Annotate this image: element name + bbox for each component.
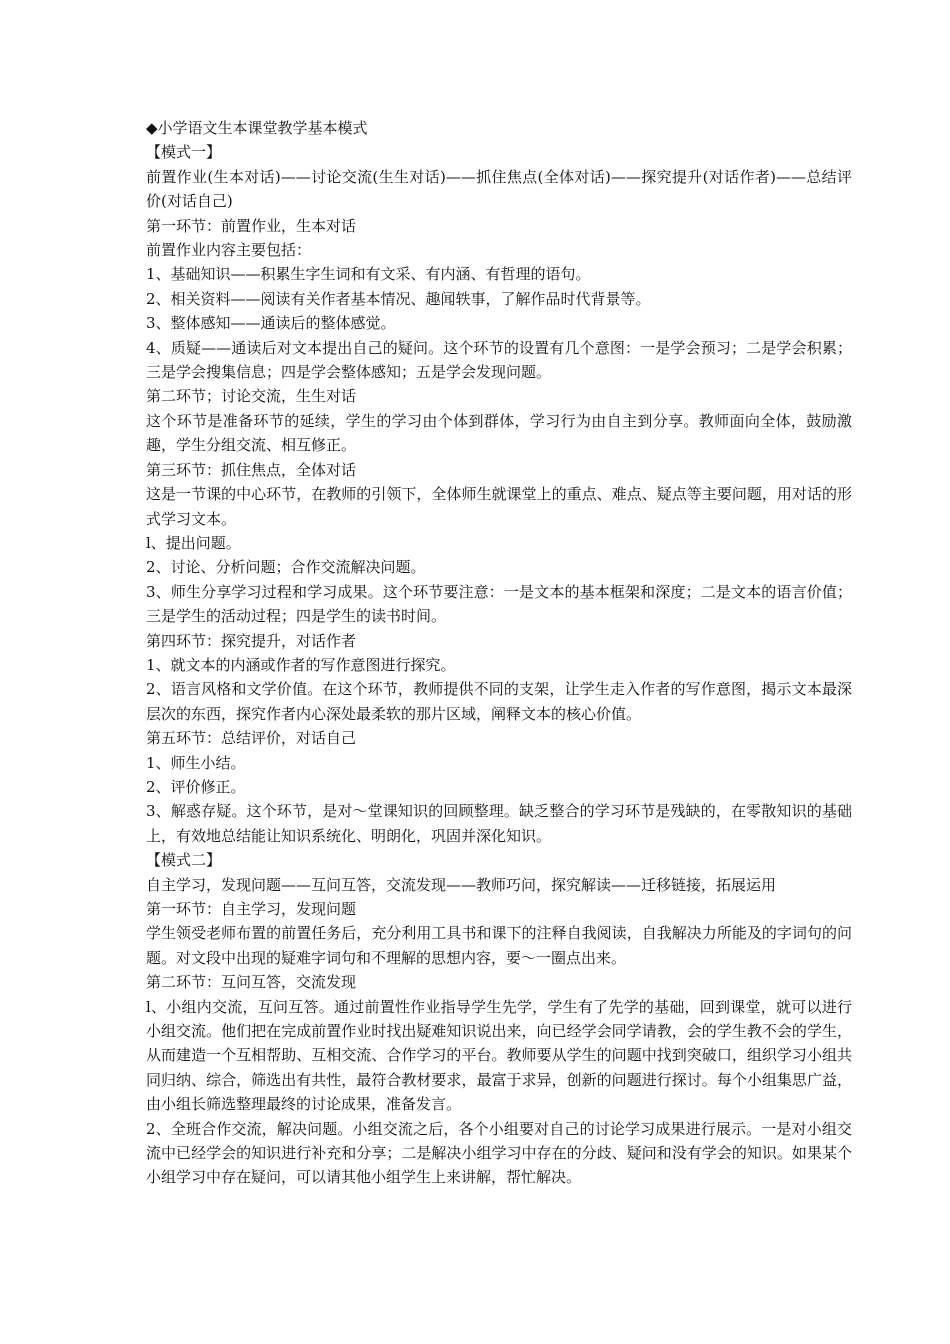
step-heading: 第三环节：抓住焦点，全体对话	[146, 460, 357, 479]
list-item: 2、语言风格和文学价值。在这个环节，教师提供不同的支架，让学生走入作者的写作意图，揭示文本最深层次的东西，探究作者内心深处最柔软的那片区域，阐释文本的核心价值。	[146, 680, 852, 723]
paragraph: 这个环节是准备环节的延续，学生的学习由个体到群体，学习行为由自主到分享。教师面向全体，鼓励激趣，学生分组交流、相互修正。	[146, 411, 852, 455]
list-item: l、提出问题。	[146, 533, 241, 552]
list-item: l、小组内交流，互问互答。通过前置性作业指导学生先学，学生有了先学的基础，回到课堂，就可以进行小组交流。他们把在完成前置作业时找出疑难知识说出来，向已经学会同学请教，会的学生教不会的学生，从而建造一个互相帮助、互相交流、合作学习的平台。教师要从学生的问题中找到突破口，组织学习小组共同归纳、综合，筛选出有共性，最符合教材要求，最富于求异，创新的问题进行探讨。每个小组集思广益，由小组长筛选整理最终的讨论成果，准备发言。	[146, 997, 852, 1114]
paragraph: 前置作业内容主要包括：	[146, 241, 312, 260]
list-item: 3、解惑存疑。这个环节，是对～堂课知识的回顾整理。缺乏整合的学习环节是残缺的，在零散知识的基础上，有效地总结能让知识系统化、明朗化，巩固并深化知识。	[146, 802, 852, 845]
list-item: 2、全班合作交流，解决问题。小组交流之后，各个小组要对自己的讨论学习成果进行展示。一是对小组交流中已经学会的知识进行补充和分享；二是解决小组学习中存在的分歧、疑问和没有学会的知识。如果某个小组学习中存在疑问，可以请其他小组学生上来讲解，帮忙解决。	[146, 1119, 852, 1187]
step-heading: 第一环节：自主学习，发现问题	[146, 900, 357, 918]
document-body	[146, 116, 852, 1190]
section-heading-mode-two: 【模式二】	[146, 851, 222, 870]
step-heading: 第二环节：互问互答，交流发现	[146, 973, 357, 992]
paragraph: 这是一节课的中心环节，在教师的引领下，全体师生就课堂上的重点、难点、疑点等主要问题，用对话的形式学习文本。	[146, 485, 852, 528]
list-item: 1、就文本的内涵或作者的写作意图进行探究。	[146, 655, 456, 674]
document-title: ◆小学语文生本课堂教学基本模式	[146, 119, 368, 137]
list-item: 1、基础知识——积累生字生词和有文采、有内涵、有哲理的语句。	[146, 265, 591, 284]
step-heading: 第五环节：总结评价，对话自己	[146, 729, 357, 748]
step-heading: 第四环节：探究提升，对话作者	[146, 631, 357, 650]
paragraph: 学生领受老师布置的前置任务后，充分利用工具书和课下的注释自我阅读，自我解决力所能及的字词句的问题。对文段中出现的疑难字词句和不理解的思想内容，要～一圈点出来。	[146, 924, 852, 967]
list-item: 2、相关资料——阅读有关作者基本情况、趣闻轶事，了解作品时代背景等。	[146, 289, 651, 308]
list-item: 3、师生分享学习过程和学习成果。这个环节要注意：一是文本的基本框架和深度；二是文本的语言价值；三是学生的活动过程；四是学生的读书时间。	[146, 582, 852, 626]
list-item: 3、整体感知——通读后的整体感觉。	[146, 314, 396, 333]
step-heading: 第二环节；讨论交流，生生对话	[146, 387, 357, 406]
list-item: 2、讨论、分析问题；合作交流解决问题。	[146, 558, 426, 577]
paragraph: 前置作业(生本对话)——讨论交流(生生对话)——抓住焦点(全体对话)——探究提升(对话作者)——总结评价(对话自己)	[146, 167, 852, 211]
section-heading-mode-one: 【模式一】	[146, 143, 222, 162]
paragraph: 自主学习，发现问题——互问互答，交流发现——教师巧问，探究解读——迁移链接，拓展运用	[146, 875, 777, 894]
list-item: 2、评价修正。	[146, 777, 246, 796]
step-heading: 第一环节：前置作业，生本对话	[146, 216, 357, 235]
list-item: 4、质疑——通读后对文本提出自己的疑问。这个环节的设置有几个意图：一是学会预习；二是学会积累；三是学会搜集信息；四是学会整体感知；五是学会发现问题。	[146, 338, 852, 382]
list-item: 1、师生小结。	[146, 753, 246, 772]
